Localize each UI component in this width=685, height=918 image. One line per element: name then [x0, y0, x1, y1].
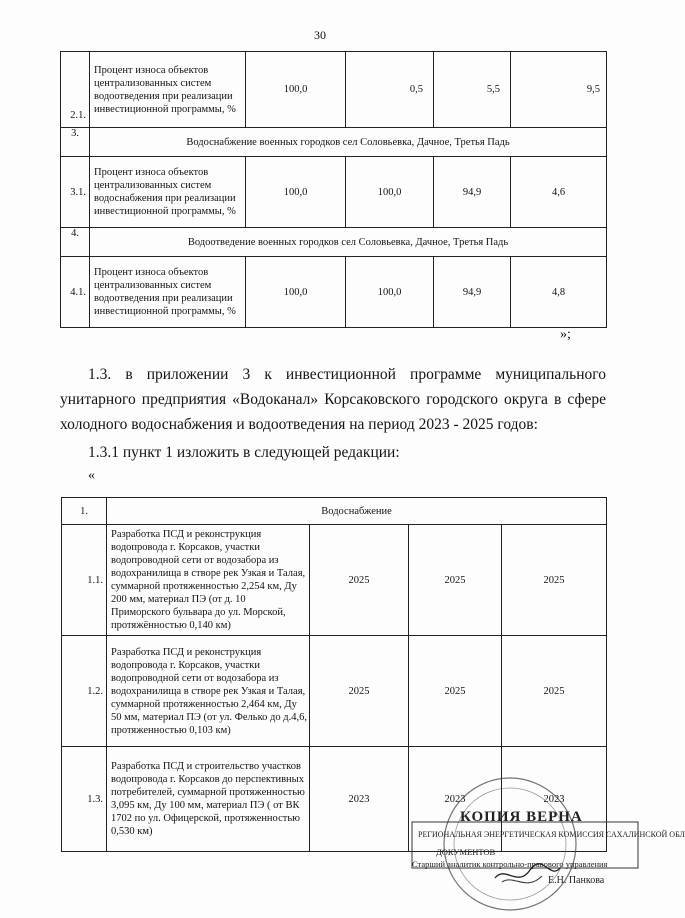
row-number: 1.2. — [62, 636, 107, 747]
stamp-title: КОПИЯ ВЕРНА — [460, 809, 583, 825]
year-cell: 2025 — [310, 636, 409, 747]
year-cell: 2025 — [502, 636, 607, 747]
table-row — [61, 257, 607, 328]
value-cell: 94,9 — [434, 257, 511, 328]
row-description: Разработка ПСД и реконструкция водопровода г. Корсаков, участки водопроводной сети от водозабора из водохранилища в створе рек Узкая и Талая, суммарной протяженностью 2,254 км, Ду 200 мм, материал ПЭ (от д. 10 Приморского бульвара до ул. Морской, протяжённостью 0,140 км) — [107, 525, 310, 636]
stamp-seal-icon — [410, 770, 640, 918]
value-cell: 4,6 — [511, 157, 607, 228]
paragraph-line: унитарного предприятия «Водоканал» Корсаковского городского округа в сфере — [60, 391, 606, 408]
section-title: Водоотведение военных городков сел Соловьевка, Дачное, Третья Падь — [90, 228, 607, 257]
table-row — [61, 52, 607, 128]
row-number: 2.1. — [61, 52, 90, 128]
table-section-row — [62, 498, 607, 525]
table-section-row — [61, 128, 607, 157]
table-section-row — [61, 228, 607, 257]
row-description: Разработка ПСД и строительство участков водопровода г. Корсаков до перспективных потребителей, суммарной протяженностью 3,095 км, Ду 100 мм, материал ПЭ ( от ВК 1702 по ул. Офицерской, протяженностью 0,530 км) — [107, 747, 310, 852]
row-number: 4.1. — [61, 257, 90, 328]
closing-quote: »; — [560, 327, 571, 342]
page-number: 30 — [314, 28, 326, 42]
amendment-paragraph — [60, 362, 606, 437]
table-row — [61, 157, 607, 228]
row-description: Разработка ПСД и реконструкция водопровода г. Корсаков, участки водопроводной сети от водозабора из водохранилища в створе рек Узкая и Талая, суммарной протяженностью 2,464 км, Ду 50 мм, материал ПЭ (от ул. Фелько до д.4,6, протяженностью 0,103 км) — [107, 636, 310, 747]
stamp-signer: Е.Н. Панкова — [548, 875, 605, 886]
value-cell: 100,0 — [346, 257, 434, 328]
paragraph-line: 1.3. в приложении 3 к инвестиционной программе муниципального — [88, 366, 606, 383]
subitem-paragraph: 1.3.1 пункт 1 изложить в следующей редакции: — [88, 444, 400, 461]
value-cell: 0,5 — [346, 52, 434, 128]
year-cell: 2023 — [310, 747, 409, 852]
paragraph-line: холодного водоснабжения и водоотведения на период 2023 - 2025 годов: — [60, 416, 538, 433]
year-cell: 2025 — [409, 636, 502, 747]
year-cell: 2025 — [502, 525, 607, 636]
row-description: Процент износа объектов централизованных систем водоотведения при реализации инвестиционной программы, % — [90, 257, 246, 328]
year-cell: 2025 — [409, 525, 502, 636]
value-cell: 4,8 — [511, 257, 607, 328]
table-row — [62, 636, 607, 747]
row-number: 1.1. — [62, 525, 107, 636]
year-cell: 2025 — [310, 525, 409, 636]
certification-stamp — [410, 770, 640, 918]
value-cell: 9,5 — [511, 52, 607, 128]
stamp-organization: РЕГИОНАЛЬНАЯ ЭНЕРГЕТИЧЕСКАЯ КОМИССИЯ САХАЛИНСКОЙ ОБЛ — [418, 830, 685, 839]
row-description: Процент износа объектов централизованных систем водоотведения при реализации инвестиционной программы, % — [90, 52, 246, 128]
year-cell: 2023 — [502, 747, 607, 852]
value-cell: 94,9 — [434, 157, 511, 228]
wear-indicators-table — [60, 51, 607, 328]
year-cell: 2023 — [409, 747, 502, 852]
row-number: 4. — [61, 228, 90, 257]
table-row — [62, 525, 607, 636]
row-number: 3. — [61, 128, 90, 157]
value-cell: 100,0 — [346, 157, 434, 228]
value-cell: 5,5 — [434, 52, 511, 128]
section-title: Водоснабжение военных городков сел Соловьевка, Дачное, Третья Падь — [90, 128, 607, 157]
stamp-documents-label: ДОКУМЕНТОВ — [436, 847, 496, 857]
stamp-position: Старший аналитик контрольно-правового управления — [412, 859, 608, 869]
value-cell: 100,0 — [246, 157, 346, 228]
opening-quote: « — [88, 468, 95, 483]
value-cell: 100,0 — [246, 52, 346, 128]
row-description: Процент износа объектов централизованных систем водоснабжения при реализации инвестиционной программы, % — [90, 157, 246, 228]
section-title: Водоснабжение — [107, 498, 607, 525]
row-number: 1.3. — [62, 747, 107, 852]
row-number: 3.1. — [61, 157, 90, 228]
row-number: 1. — [62, 498, 107, 525]
value-cell: 100,0 — [246, 257, 346, 328]
